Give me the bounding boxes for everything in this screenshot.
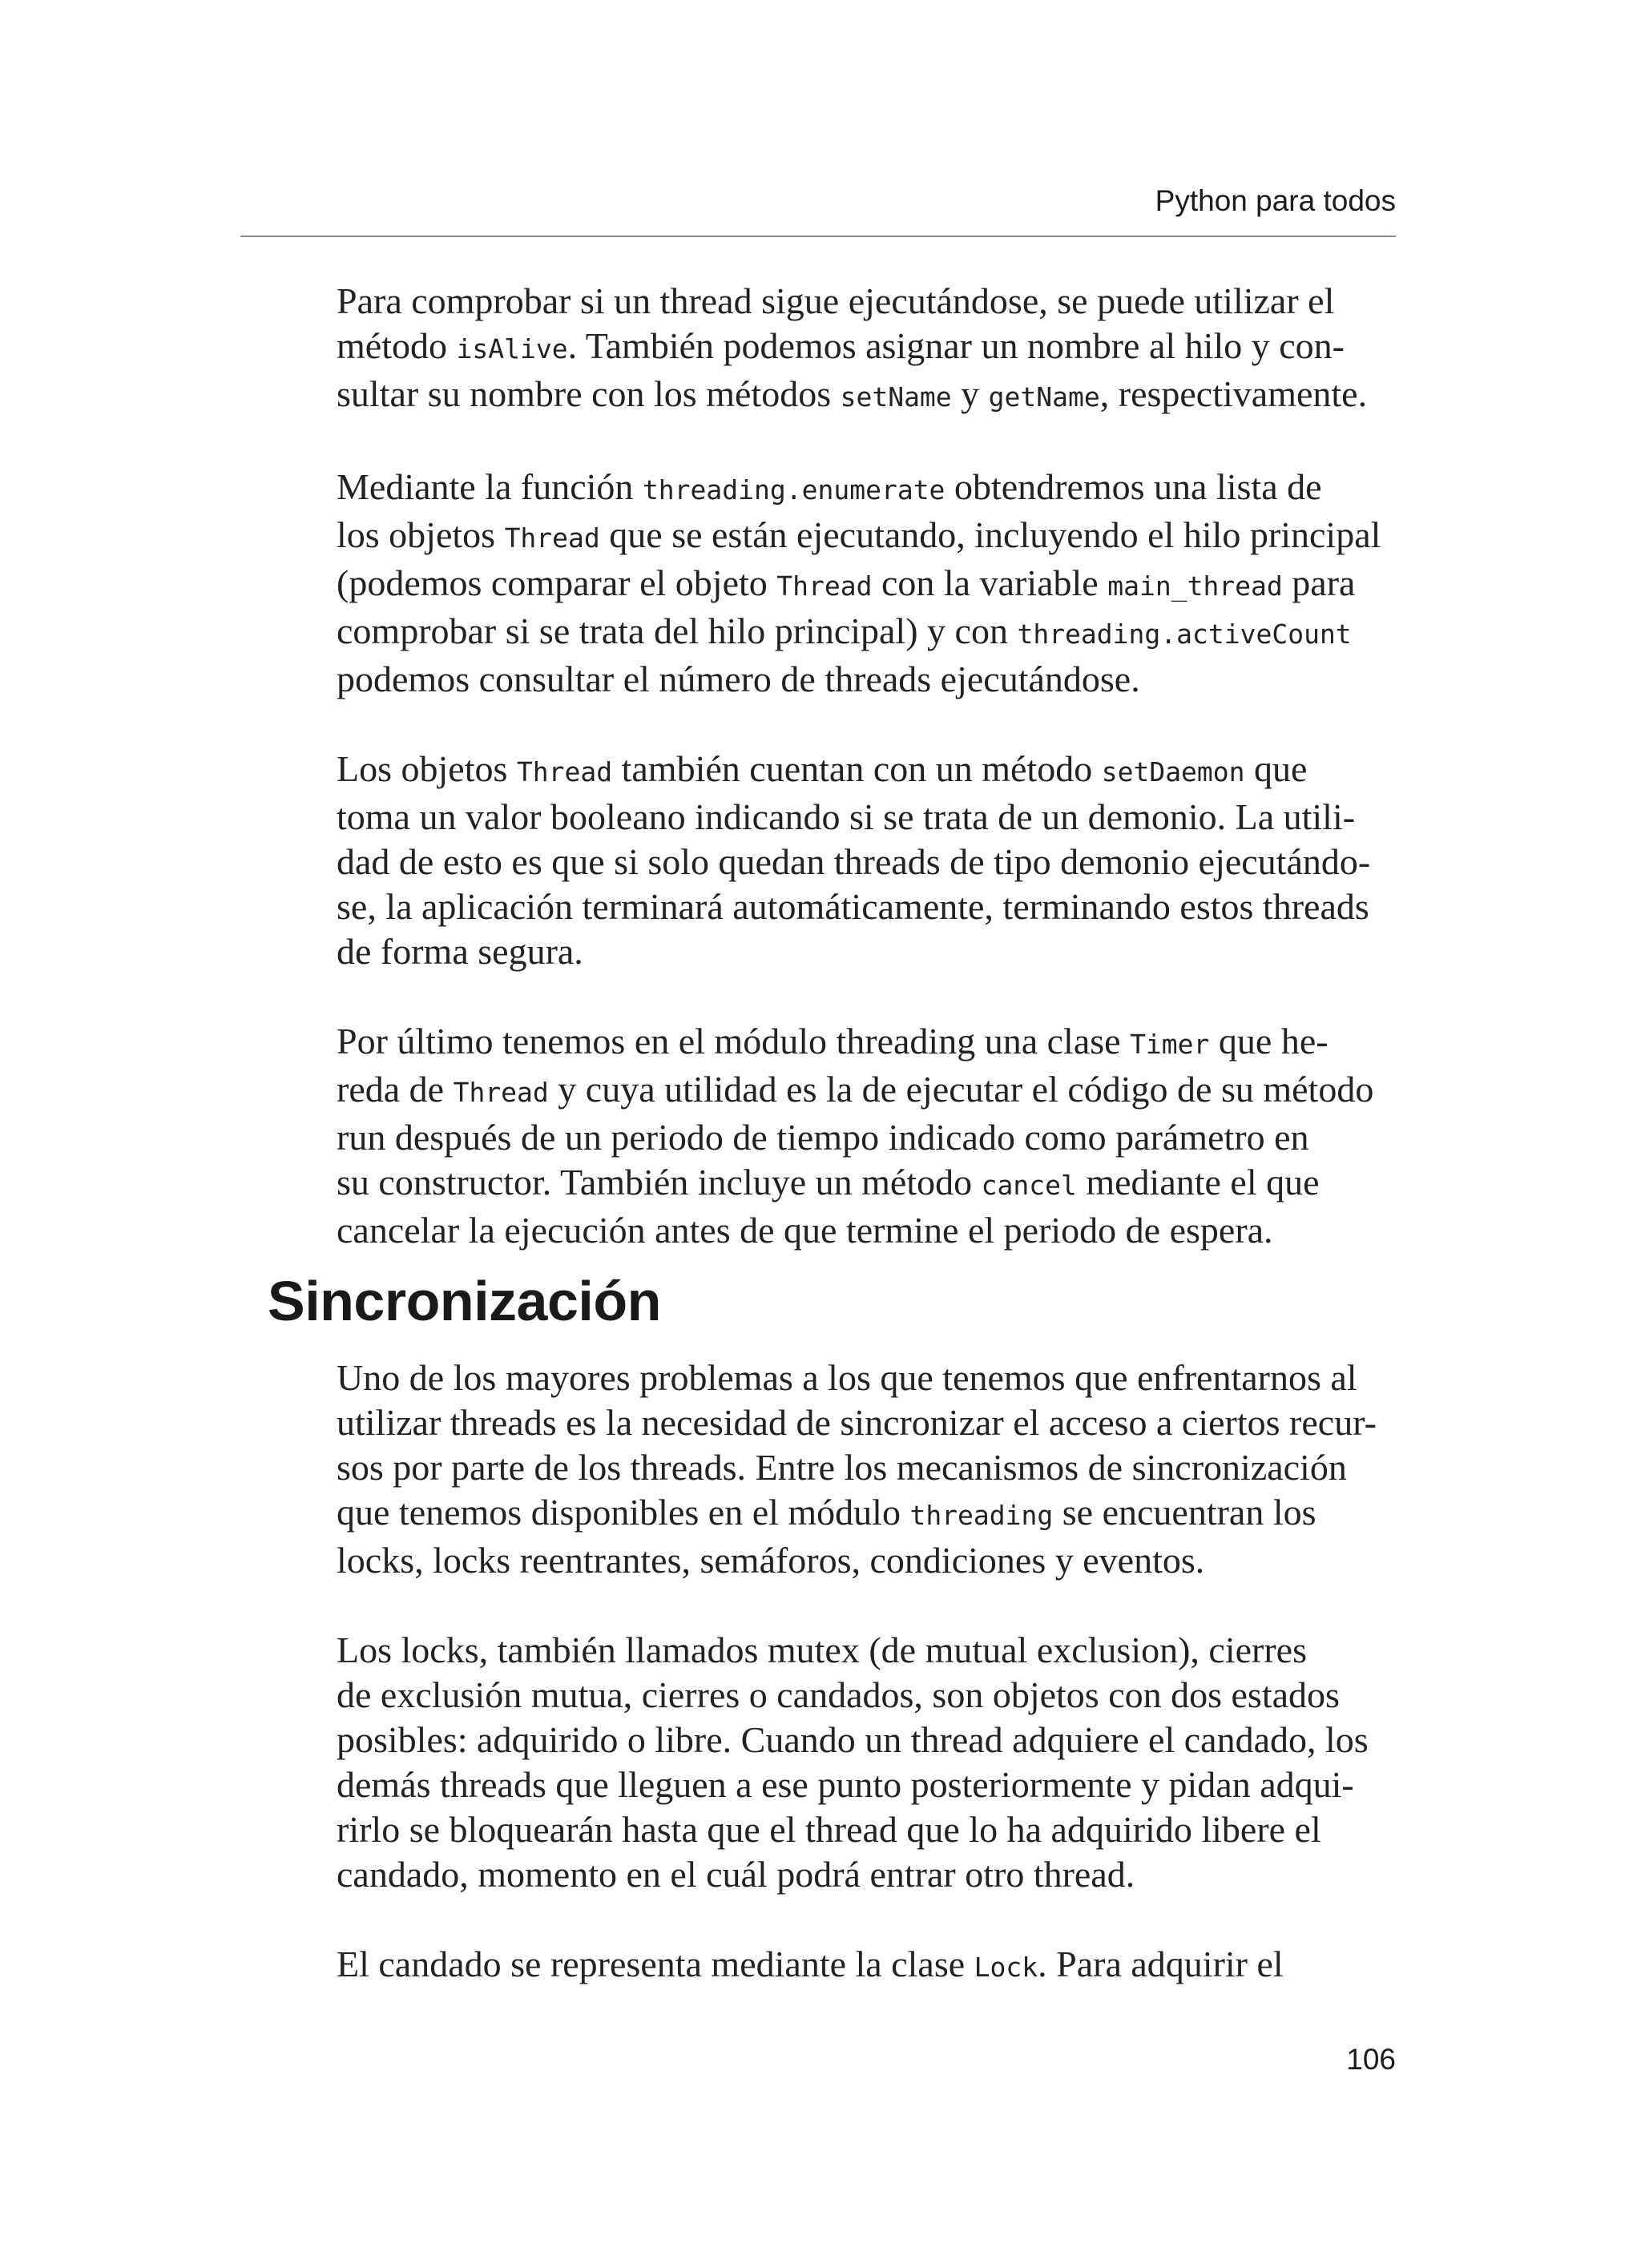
text-line: [337, 795, 1402, 840]
text-run: reda de: [337, 1069, 454, 1110]
text-run: para: [1282, 562, 1356, 603]
text-line: [337, 1400, 1402, 1445]
text-run: sos por parte de los threads. Entre los mecanismos de sincronización: [337, 1447, 1347, 1488]
text-line: [337, 324, 1402, 372]
text-line: [337, 465, 1402, 513]
text-line: [337, 1115, 1402, 1160]
inline-code: main_thread: [1107, 570, 1283, 602]
text-run: mediante el que: [1076, 1162, 1320, 1202]
text-line: [337, 1019, 1402, 1067]
text-run: su constructor. También incluye un método: [337, 1162, 982, 1202]
paragraph-setdaemon: [337, 747, 1402, 974]
text-line: [337, 1160, 1402, 1208]
text-line: [337, 372, 1402, 420]
section-heading: Sincronización: [268, 1270, 661, 1332]
text-line: [337, 1673, 1402, 1718]
text-run: los objetos: [337, 514, 505, 555]
text-run: se encuentran los: [1053, 1492, 1316, 1533]
text-line: [337, 747, 1402, 795]
running-header: Python para todos: [1155, 184, 1396, 217]
text-run: candado, momento en el cuál podrá entrar otro thread.: [337, 1854, 1135, 1895]
text-run: podemos consultar el número de threads ejecutándose.: [337, 659, 1140, 699]
text-line: [337, 929, 1402, 974]
text-run: Mediante la función: [337, 466, 643, 507]
text-line: [337, 1538, 1402, 1583]
inline-code: getName: [988, 381, 1100, 413]
inline-code: Thread: [516, 756, 613, 788]
text-run: locks, locks reentrantes, semáforos, condiciones y eventos.: [337, 1540, 1205, 1581]
inline-code: threading.enumerate: [642, 474, 945, 506]
text-line: [337, 1208, 1402, 1253]
text-line: [337, 561, 1402, 609]
text-run: método: [337, 325, 457, 366]
text-line: [337, 1628, 1402, 1673]
inline-code: Thread: [776, 570, 873, 602]
text-run: Para comprobar si un thread sigue ejecutándose, se puede utilizar el: [337, 280, 1335, 321]
text-line: [337, 884, 1402, 929]
text-line: [337, 1718, 1402, 1762]
text-run: Los objetos: [337, 748, 517, 789]
paragraph-locks: [337, 1628, 1402, 1897]
paragraph-lock-class: [337, 1942, 1402, 1990]
text-line: [337, 1807, 1402, 1852]
text-run: demás threads que lleguen a ese punto posteriormente y pidan adqui-: [337, 1764, 1354, 1805]
text-line: [337, 840, 1402, 884]
text-run: comprobar si se trata del hilo principal) y con: [337, 610, 1018, 651]
text-run: sultar su nombre con los métodos: [337, 373, 841, 414]
text-run: cancelar la ejecución antes de que termine el periodo de espera.: [337, 1210, 1273, 1251]
text-line: [337, 1942, 1402, 1990]
header-rule: [240, 236, 1396, 237]
text-run: dad de esto es que si solo quedan threads de tipo demonio ejecutándo-: [337, 841, 1371, 882]
page-number: 106: [1346, 2043, 1396, 2076]
text-run: rirlo se bloquearán hasta que el thread que lo ha adquirido libere el: [337, 1809, 1321, 1850]
text-run: El candado se representa mediante la clase: [337, 1944, 974, 1984]
text-run: run después de un periodo de tiempo indicado como parámetro en: [337, 1117, 1309, 1158]
inline-code: setName: [840, 381, 952, 413]
text-run: de forma segura.: [337, 931, 583, 972]
inline-code: Thread: [453, 1077, 549, 1108]
inline-code: Lock: [974, 1952, 1038, 1983]
body-text-before-heading: [337, 279, 1402, 1298]
text-line: [337, 1445, 1402, 1490]
text-line: [337, 657, 1402, 702]
text-line: [337, 279, 1402, 324]
inline-code: Thread: [504, 522, 600, 554]
text-run: Por último tenemos en el módulo threading una clase: [337, 1021, 1131, 1061]
text-run: con la variable: [872, 562, 1108, 603]
text-run: que he-: [1209, 1021, 1329, 1061]
text-run: toma un valor booleano indicando si se trata de un demonio. La utili-: [337, 796, 1356, 837]
text-run: utilizar threads es la necesidad de sincronizar el acceso a ciertos recur-: [337, 1402, 1377, 1443]
text-run: y: [951, 373, 989, 414]
text-run: que se están ejecutando, incluyendo el hilo principal: [599, 514, 1381, 555]
paragraph-isalive: [337, 279, 1402, 420]
text-line: [337, 1490, 1402, 1538]
text-run: Los locks, también llamados mutex (de mutual exclusion), cierres: [337, 1629, 1308, 1670]
text-line: [337, 1356, 1402, 1400]
text-line: [337, 1762, 1402, 1807]
text-line: [337, 513, 1402, 561]
text-run: . También podemos asignar un nombre al hilo y con-: [567, 325, 1345, 366]
text-run: y cuya utilidad es la de ejecutar el código de su método: [548, 1069, 1374, 1110]
inline-code: isAlive: [456, 333, 568, 365]
paragraph-timer: [337, 1019, 1402, 1253]
text-run: posibles: adquirido o libre. Cuando un thread adquiere el candado, los: [337, 1719, 1369, 1760]
text-run: Uno de los mayores problemas a los que tenemos que enfrentarnos al: [337, 1357, 1357, 1398]
inline-code: Timer: [1130, 1029, 1210, 1060]
text-run: . Para adquirir el: [1038, 1944, 1284, 1984]
paragraph-enumerate: [337, 465, 1402, 702]
inline-code: setDaemon: [1101, 756, 1245, 788]
paragraph-sync-problems: [337, 1356, 1402, 1583]
text-run: (podemos comparar el objeto: [337, 562, 777, 603]
inline-code: cancel: [981, 1170, 1077, 1201]
text-run: de exclusión mutua, cierres o candados, son objetos con dos estados: [337, 1674, 1340, 1715]
text-run: obtendremos una lista de: [945, 466, 1322, 507]
text-run: que tenemos disponibles en el módulo: [337, 1492, 910, 1533]
text-line: [337, 1067, 1402, 1115]
text-run: también cuentan con un método: [612, 748, 1102, 789]
text-run: se, la aplicación terminará automáticamente, terminando estos threads: [337, 886, 1369, 927]
body-text-after-heading: [337, 1356, 1402, 2035]
text-line: [337, 609, 1402, 657]
text-run: , respectivamente.: [1099, 373, 1368, 414]
inline-code: threading.activeCount: [1017, 618, 1352, 650]
text-line: [337, 1852, 1402, 1897]
text-run: que: [1244, 748, 1308, 789]
inline-code: threading: [909, 1500, 1054, 1531]
